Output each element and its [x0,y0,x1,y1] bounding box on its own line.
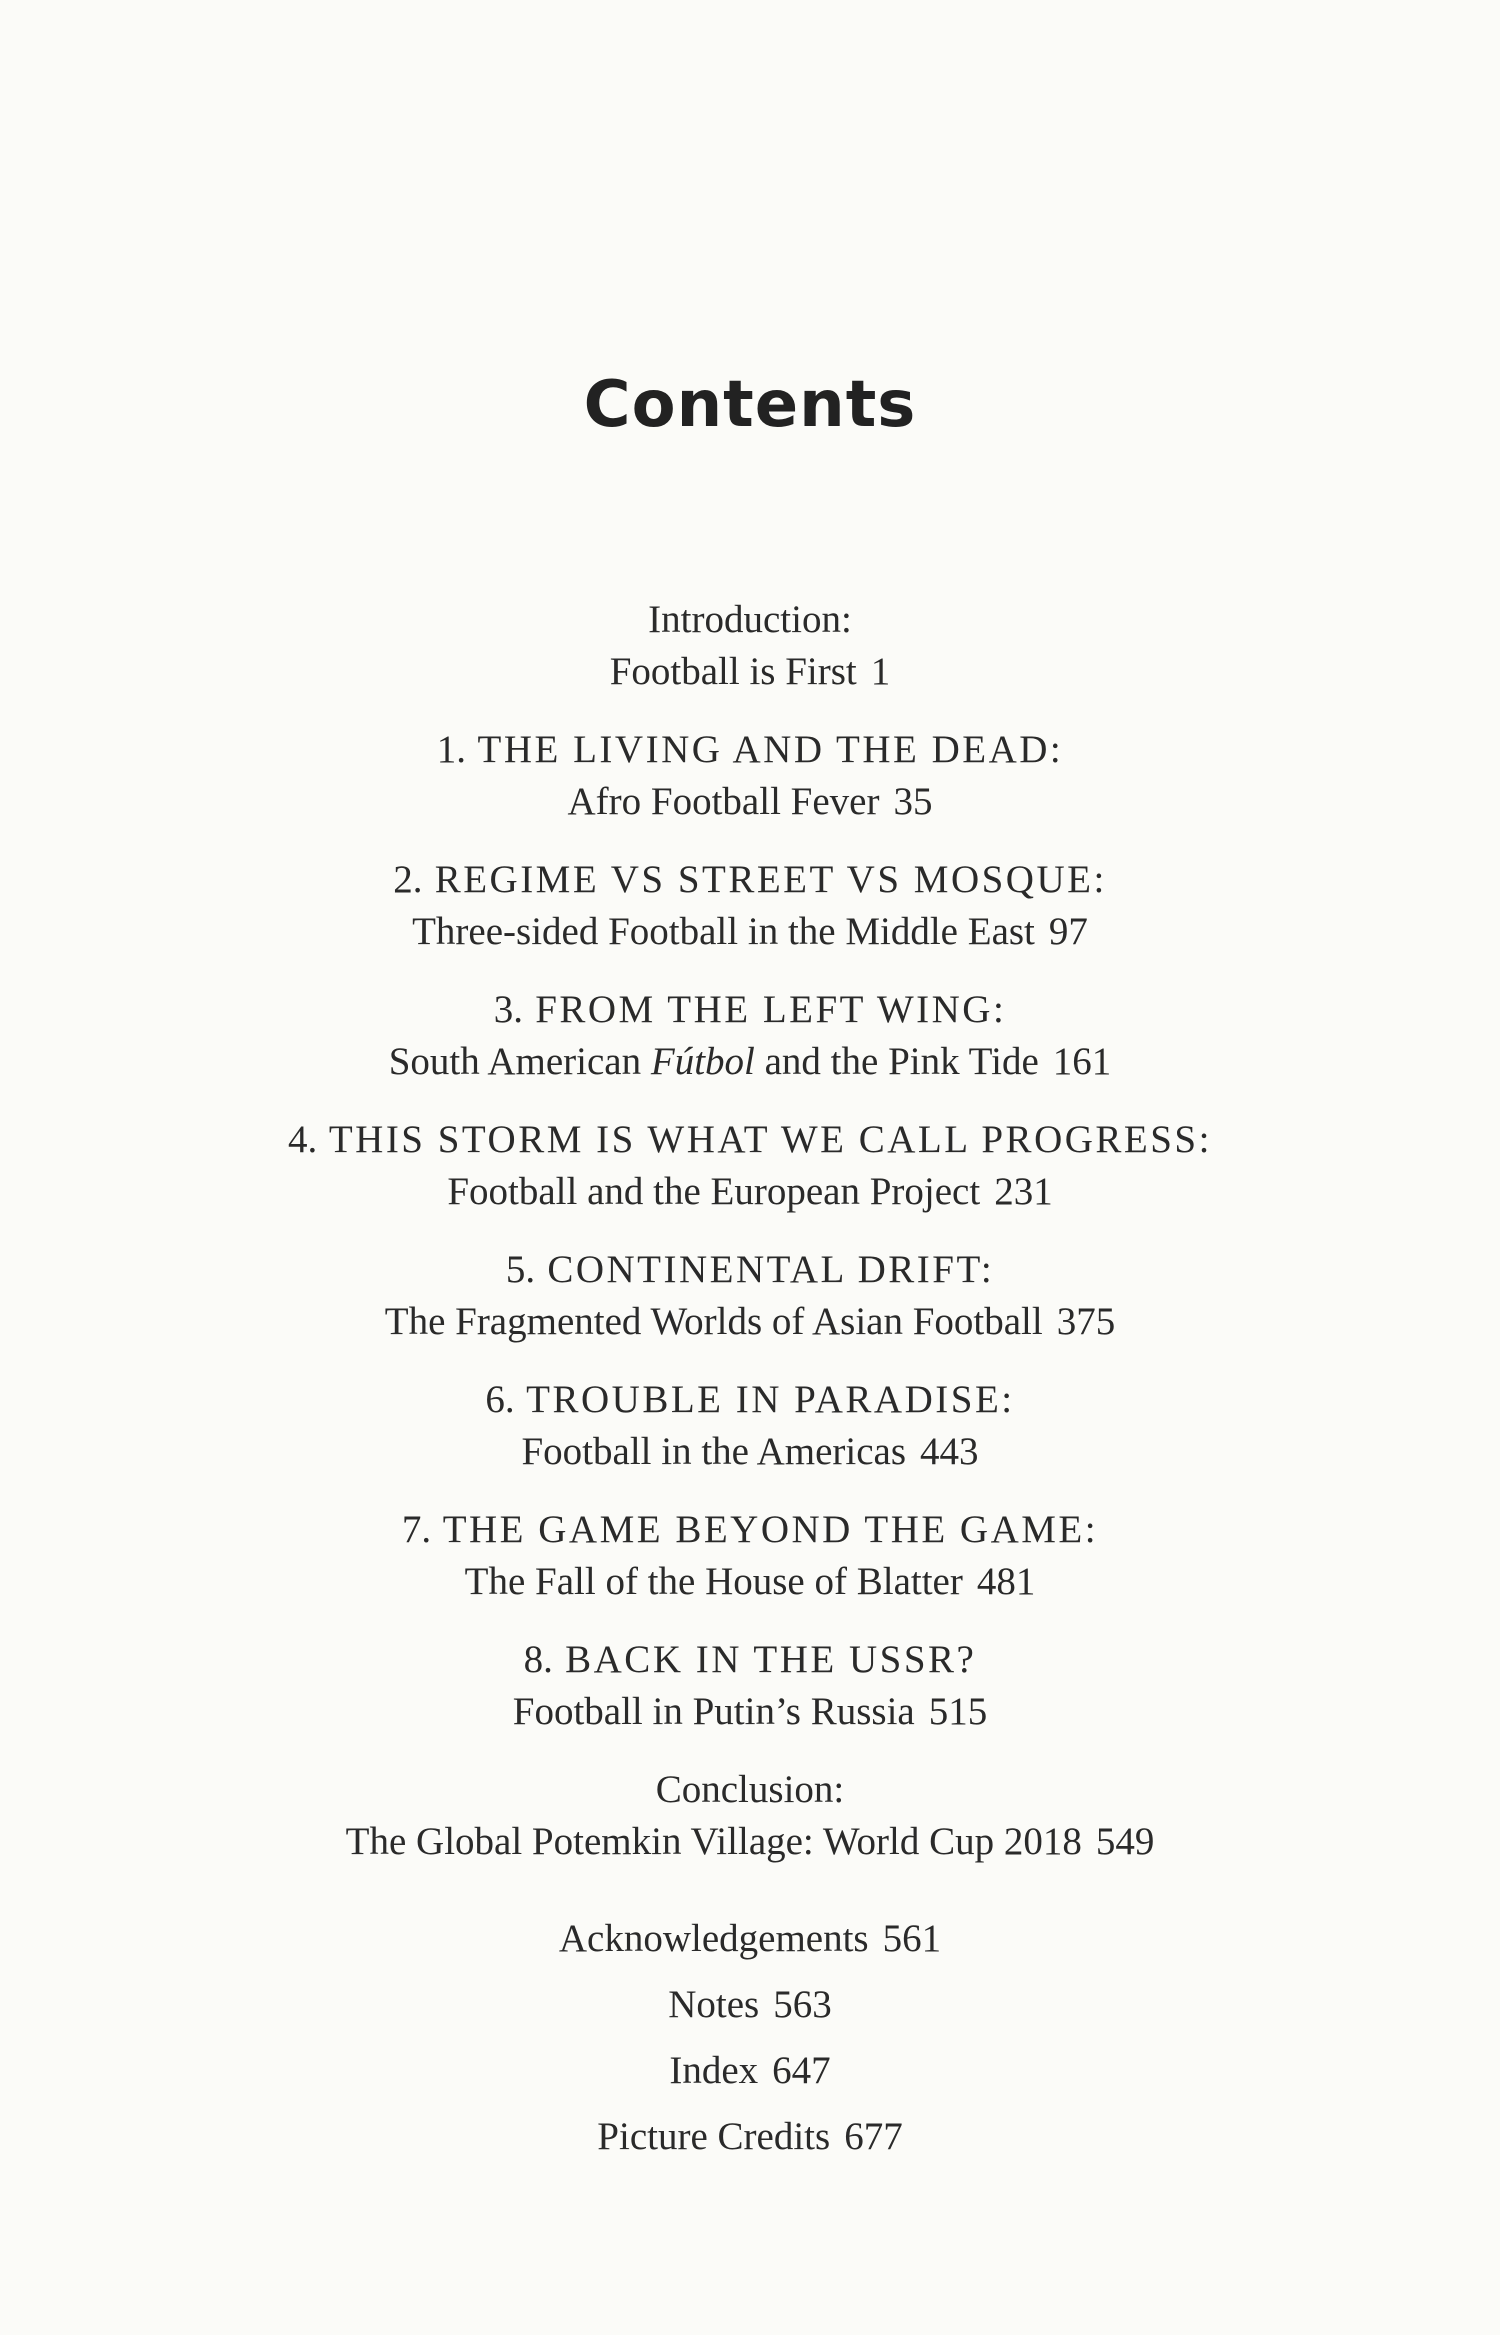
back-matter-label: Index [669,2049,759,2092]
toc-entry-page-number: 481 [976,1560,1036,1603]
toc-entry-page-number: 677 [844,2115,903,2158]
toc-entry-heading: Introduction: [648,598,852,641]
toc-entry-notes [0,1972,1500,2038]
toc-entry-subtitle: Afro Football Fever [567,780,880,823]
toc-entry-page-number: 1 [870,650,891,693]
toc-entry-subtitle-line [0,1686,1500,1738]
toc-entry-subtitle-line [0,1556,1500,1608]
toc-entry-chapter-7 [0,1504,1500,1608]
toc-entry-subtitle-line [0,1296,1500,1348]
toc-entry-subtitle: The Fragmented Worlds of Asian Football [384,1300,1043,1343]
toc-entry-heading: BACK IN THE USSR? [565,1638,977,1681]
toc-entry-subtitle-line [0,1036,1500,1088]
toc-entry-chapter-8 [0,1634,1500,1738]
toc-entry-chapter-1 [0,724,1500,828]
toc-entry-heading: CONTINENTAL DRIFT: [547,1248,995,1291]
toc-entry-heading: THE LIVING AND THE DEAD: [477,728,1064,771]
toc-entry-subtitle-line [0,1816,1500,1868]
toc-entry-page-number: 549 [1095,1820,1155,1863]
toc-entry-heading-line [0,984,1500,1036]
toc-entry-page-number: 563 [773,1983,832,2026]
toc-entry-page-number: 97 [1048,910,1088,953]
toc-entry-subtitle: Football and the European Project [447,1170,981,1213]
toc-entry-heading: TROUBLE IN PARADISE: [526,1378,1015,1421]
toc-entry-page-number: 375 [1056,1300,1116,1343]
toc-entry-chapter-2 [0,854,1500,958]
toc-entry-chapter-number: 8. [523,1638,553,1681]
toc-entry-subtitle: Three-sided Football in the Middle East [412,910,1035,953]
toc-entry-heading-line [0,1504,1500,1556]
toc-entry-heading-line [0,1374,1500,1426]
toc-entry-heading-line [0,1634,1500,1686]
toc-entry-subtitle-end: and the Pink Tide [754,1040,1039,1083]
toc-entry-chapter-number: 6. [485,1378,515,1421]
toc-entry-chapter-number: 1. [436,728,466,771]
toc-entry-acknowledgements [0,1906,1500,1972]
toc-entry-subtitle: Football is First [609,650,857,693]
toc-entry-chapter-6 [0,1374,1500,1478]
toc-entry-subtitle-start: South American [388,1040,651,1083]
toc-entry-chapter-5 [0,1244,1500,1348]
toc-entry-subtitle-line [0,906,1500,958]
back-matter-label: Acknowledgements [558,1917,869,1960]
toc-entry-chapter-4 [0,1114,1500,1218]
toc-entry-heading-line [0,854,1500,906]
toc-entry-index [0,2038,1500,2104]
toc-entry-conclusion [0,1764,1500,1868]
toc-entry-page-number: 647 [772,2049,831,2092]
toc-entry-page-number: 443 [920,1430,979,1473]
toc-entry-subtitle-line [0,1426,1500,1478]
toc-entry-subtitle: Football in Putin’s Russia [512,1690,915,1733]
toc-entry-chapter-3 [0,984,1500,1088]
back-matter-label: Picture Credits [597,2115,831,2158]
page-title: Contents [583,368,917,442]
toc-entry-page-number: 515 [928,1690,988,1733]
toc-entry-subtitle-line [0,646,1500,698]
toc-entry-subtitle [389,1040,1039,1083]
toc-entry-subtitle-line [0,1166,1500,1218]
toc-entry-page-number: 231 [994,1170,1053,1213]
toc-entry-heading: THIS STORM IS WHAT WE CALL PROGRESS: [328,1118,1212,1161]
toc-entry-subtitle: The Global Potemkin Village: World Cup 2018 [345,1820,1082,1863]
toc-entry-heading: THE GAME BEYOND THE GAME: [442,1508,1099,1551]
toc-entry-chapter-number: 3. [493,988,523,1031]
table-of-contents [0,594,1500,2170]
toc-entry-page-number: 35 [893,780,933,823]
back-matter-label: Notes [668,1983,760,2026]
toc-entry-chapter-number: 2. [393,858,423,901]
toc-entry-chapter-number: 5. [505,1248,536,1291]
toc-entry-chapter-number: 7. [401,1508,432,1551]
toc-entry-subtitle-line [0,776,1500,828]
toc-entry-page-number: 561 [882,1917,942,1960]
toc-entry-picture-credits [0,2104,1500,2170]
toc-entry-subtitle-italic: Fútbol [650,1040,755,1083]
toc-entry-page-number: 161 [1052,1040,1112,1083]
toc-entry-subtitle: The Fall of the House of Blatter [464,1560,963,1603]
toc-entry-heading-line [0,724,1500,776]
toc-entry-heading: FROM THE LEFT WING: [535,988,1007,1031]
toc-entry-heading: REGIME VS STREET VS MOSQUE: [434,858,1107,901]
toc-entry-subtitle: Football in the Americas [521,1430,906,1473]
toc-entry-chapter-number: 4. [288,1118,318,1161]
toc-entry-introduction [0,594,1500,698]
toc-entry-heading-line [0,1114,1500,1166]
back-matter-list [0,1906,1500,2170]
toc-entry-heading-line [0,1244,1500,1296]
toc-entry-heading: Conclusion: [655,1768,845,1811]
